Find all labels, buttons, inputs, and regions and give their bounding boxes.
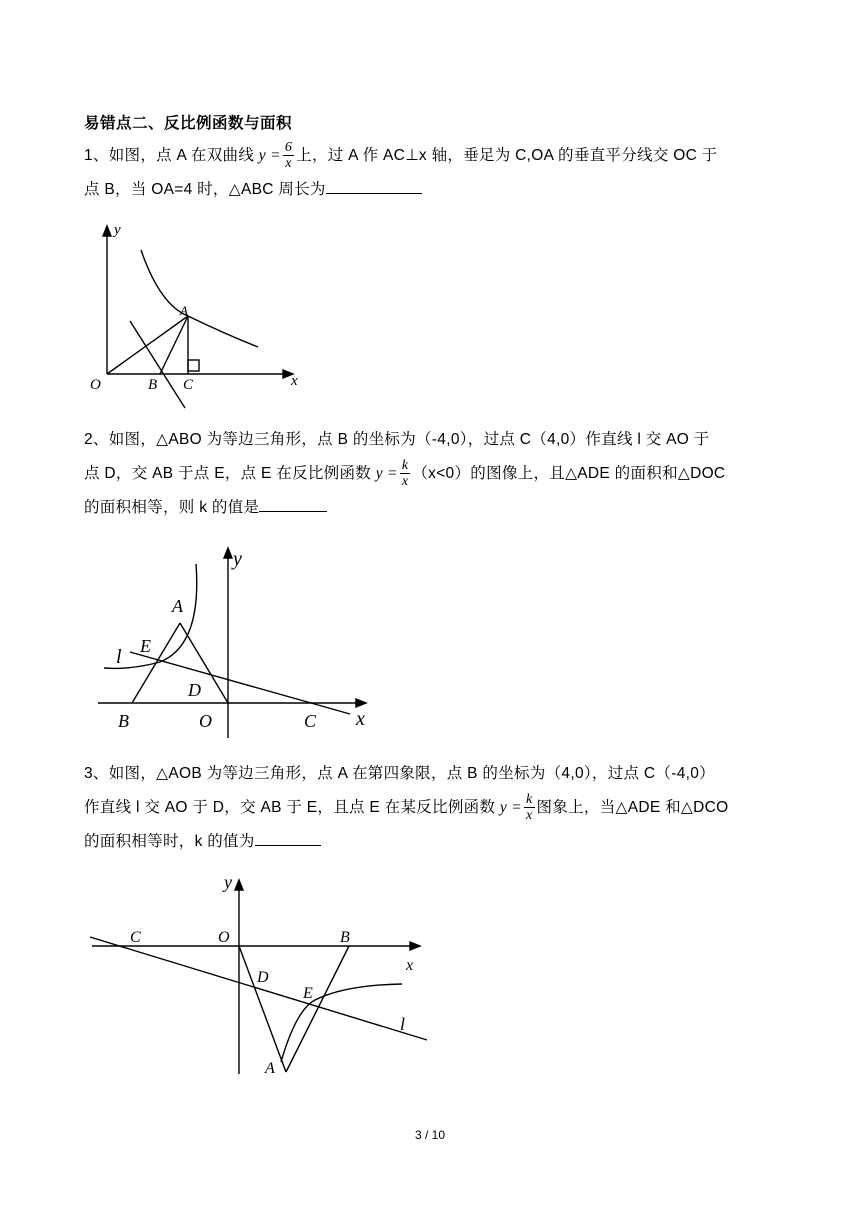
question-1-line-1: 1、如图，点 A 在双曲线 y = $\frac{6}{x}$ 上，过 A 作 AC⊥x 轴，垂足为 C,OA 的垂直平分线交 OC 于 xyxy=(84,140,718,172)
label-o: O xyxy=(199,711,212,731)
y-axis-label: y xyxy=(224,872,232,892)
question-1-line-2: 点 B，当 OA=4 时，△ABC 周长为 xyxy=(84,173,784,207)
question-2-line-1: 2、如图，△ABO 为等边三角形，点 B 的坐标为（-4,0），过点 C（4,0）作直线 l 交 AO 于 xyxy=(84,431,710,448)
label-c: C xyxy=(183,377,194,393)
question-3-line-1: 3、如图，△AOB 为等边三角形，点 A 在第四象限，点 B 的坐标为（4,0），过点 C（-4,0） xyxy=(84,765,715,782)
x-axis-arrow-icon xyxy=(410,942,420,950)
fraction: $\frac{k}{x}$ xyxy=(525,792,533,824)
y-axis-arrow-icon xyxy=(235,880,243,890)
fraction: $\frac{6}{x}$ xyxy=(284,140,293,172)
x-axis-label: x xyxy=(406,957,414,974)
function-lhs: y = xyxy=(499,799,522,816)
label-e: E xyxy=(140,636,151,656)
label-l: l xyxy=(116,646,122,668)
page-number: 3 / 10 xyxy=(414,1128,446,1142)
label-a: A xyxy=(180,303,188,318)
label-e: E xyxy=(303,985,313,1002)
question-3-line-3: 的面积相等时，k 的值为 xyxy=(84,825,784,859)
segment-oa xyxy=(239,946,286,1072)
label-d: D xyxy=(188,680,201,700)
segment-ab xyxy=(286,946,349,1072)
function-lhs: y = xyxy=(258,147,281,164)
question-2-line-3: 的面积相等，则 k 的值是 xyxy=(84,491,784,525)
label-a: A xyxy=(172,596,183,616)
question-3-line-2: 作直线 l 交 AO 于 D，交 AB 于 E，且点 E 在某反比例函数 y = $\frac{k}{x}$ 图象上，当△ADE 和△DCO xyxy=(84,792,729,824)
label-a: A xyxy=(265,1060,275,1077)
label-d: D xyxy=(257,969,269,986)
label-b: B xyxy=(148,377,158,393)
y-axis-label: y xyxy=(114,222,121,238)
x-axis-label: x xyxy=(291,373,298,389)
fraction: $\frac{k}{x}$ xyxy=(401,458,409,490)
label-o: O xyxy=(90,377,101,393)
label-b: B xyxy=(340,929,350,946)
function-lhs: y = xyxy=(375,465,398,482)
label-l: l xyxy=(400,1014,406,1034)
label-c: C xyxy=(304,711,317,731)
label-o: O xyxy=(218,929,230,946)
x-axis-label: x xyxy=(356,708,365,730)
question-2-line-2: 点 D，交 AB 于点 E，点 E 在反比例函数 y = $\frac{k}{x}$ （x<0）的图像上，且△ADE 的面积和△DOC xyxy=(84,458,726,490)
section-title: 易错点二、反比例函数与面积 xyxy=(84,115,293,132)
label-c: C xyxy=(130,929,141,946)
line-l xyxy=(90,937,427,1040)
label-b: B xyxy=(118,711,129,731)
hyperbola-curve xyxy=(281,984,402,1062)
y-axis-label: y xyxy=(233,548,242,570)
